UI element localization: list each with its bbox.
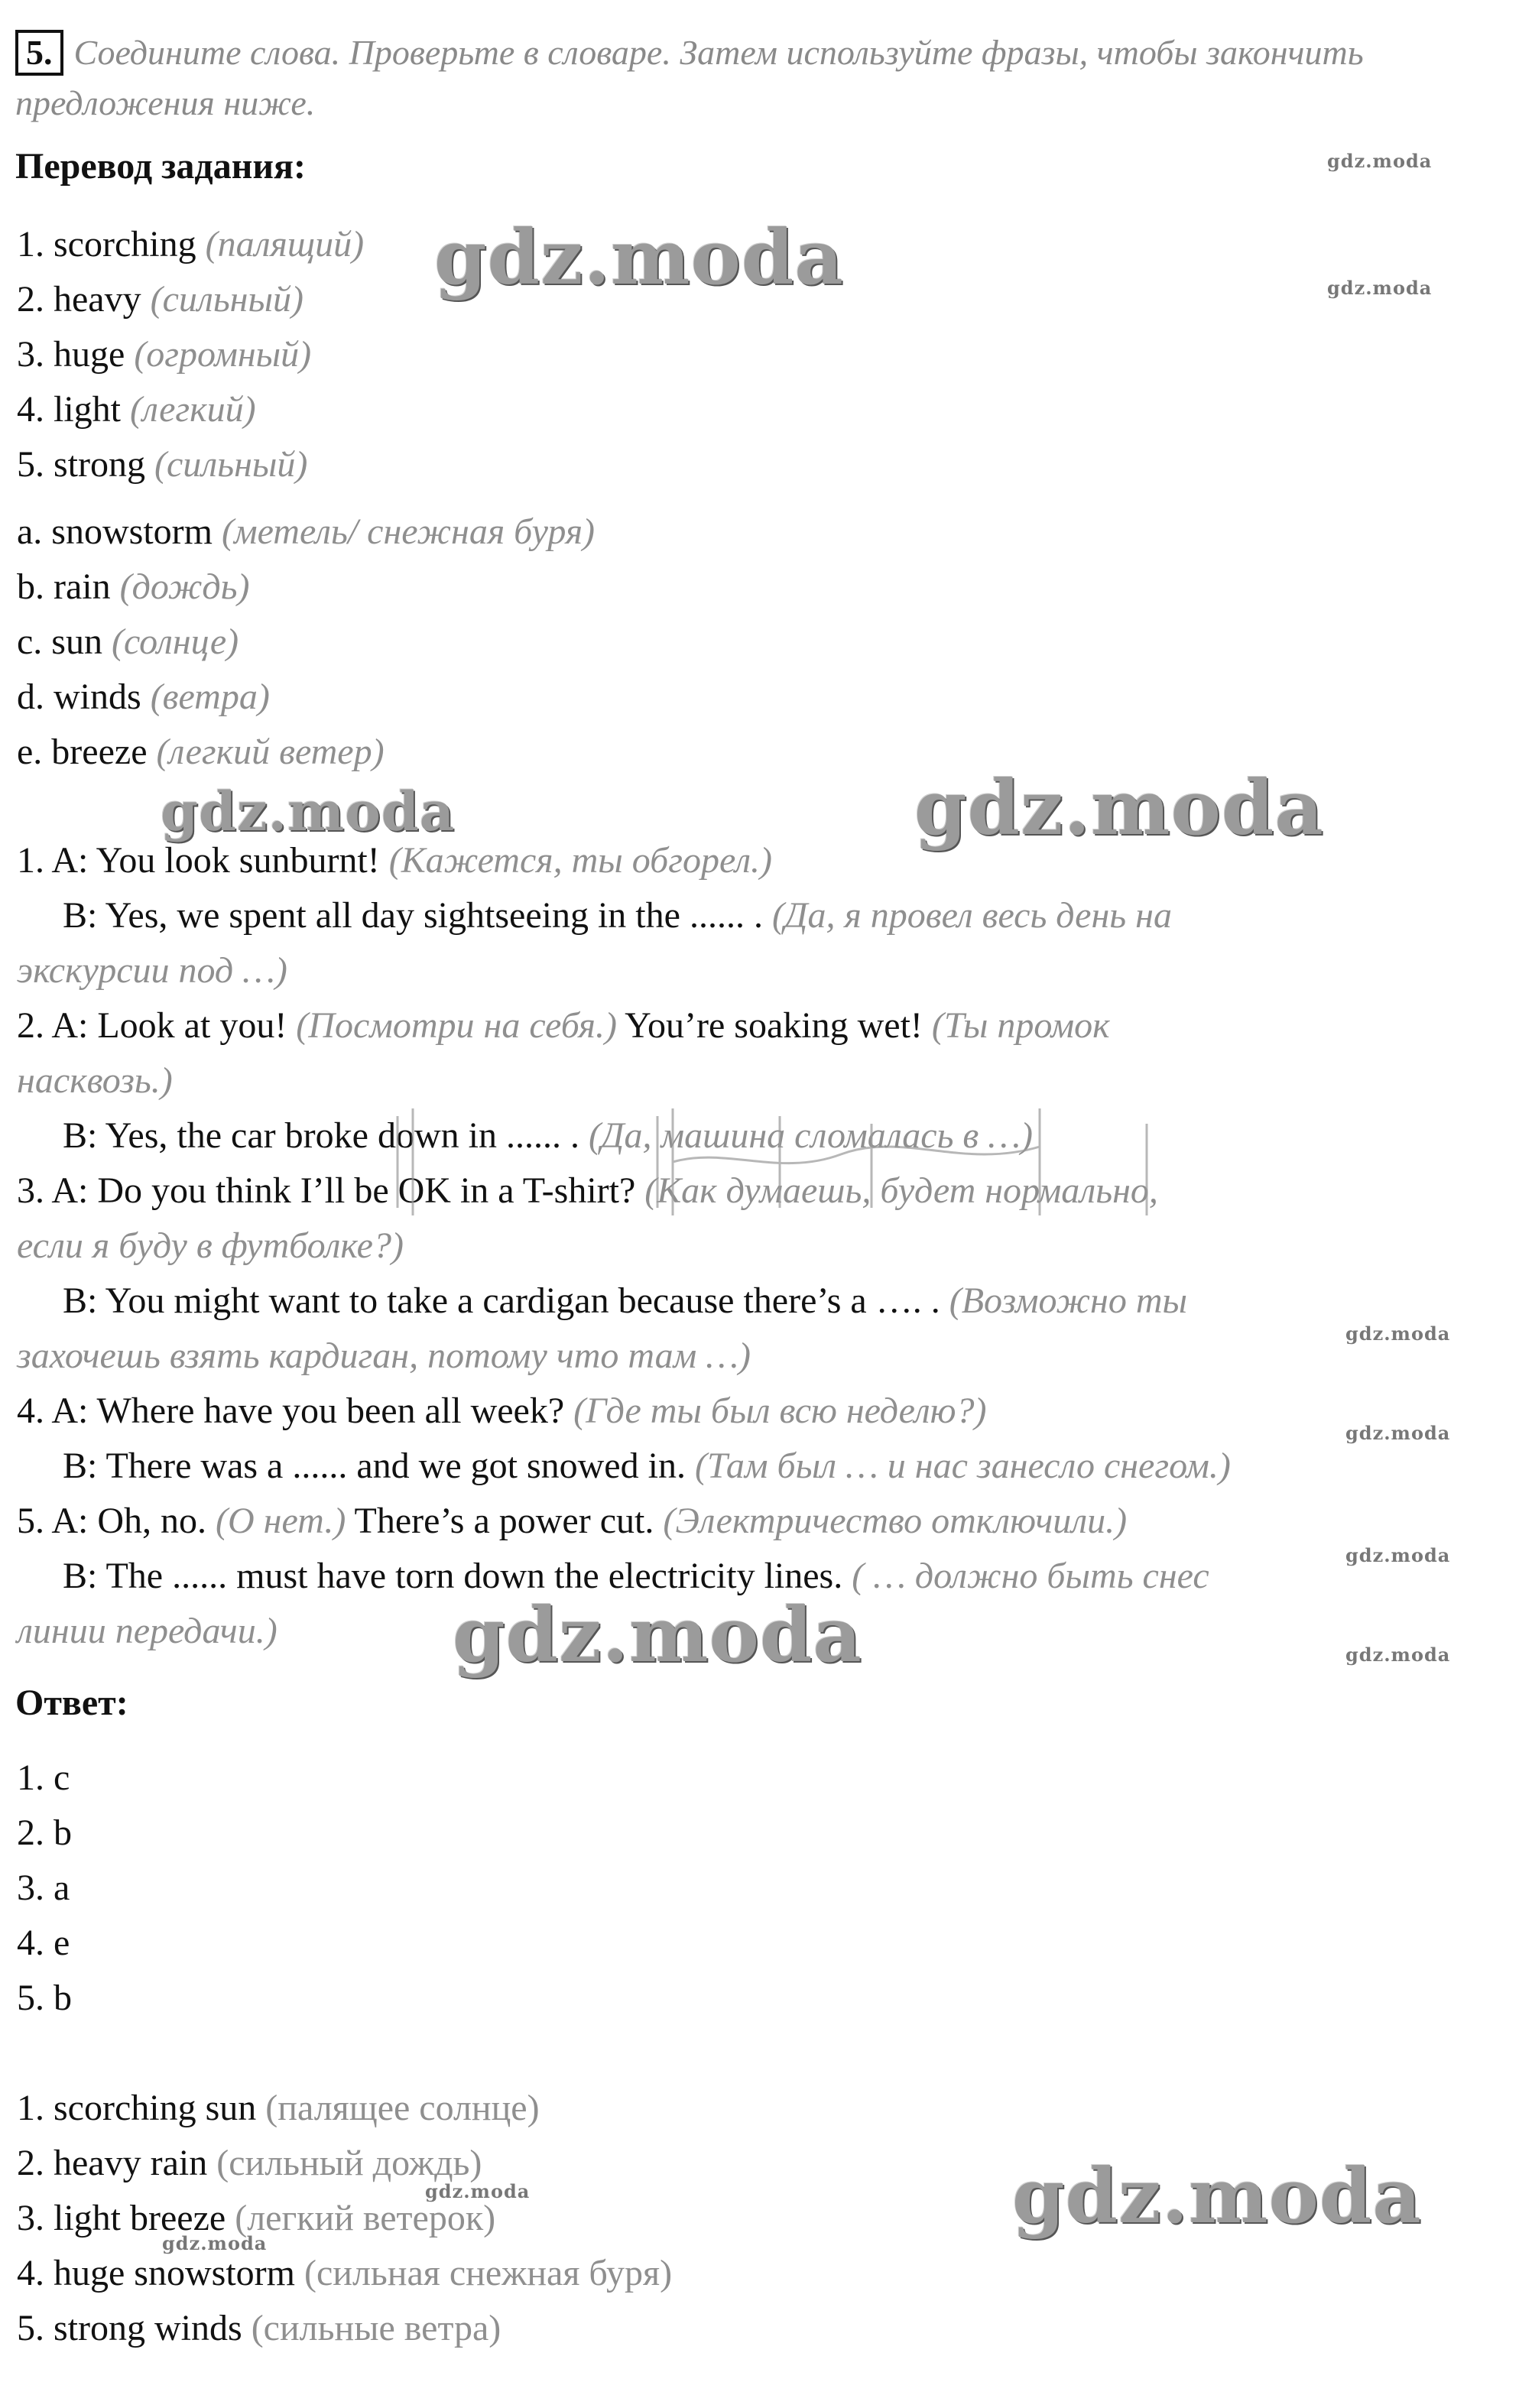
- watermark: gdz.moda: [425, 2180, 531, 2202]
- task-text: Соедините слова. Проверьте в словаре. Затем используйте фразы, чтобы закончить предложения ниже.: [15, 33, 1364, 122]
- dialogue-line: 3. A: Do you think I’ll be OK in a T-shirt? (Как думаешь, будет нормально,: [17, 1170, 1158, 1211]
- dialogue-line: 2. A: Look at you! (Посмотри на себя.) You’re soaking wet! (Ты промок: [17, 1005, 1110, 1046]
- watermark: gdz.moda: [161, 780, 456, 843]
- phrase-item: 2. heavy rain (сильный дождь): [17, 2143, 482, 2183]
- list-item: 3. huge (огромный): [17, 334, 312, 375]
- watermark: gdz.moda: [1345, 1544, 1451, 1566]
- phrase-item: 1. scorching sun (палящее солнце): [17, 2088, 540, 2128]
- watermark: gdz.moda: [162, 2232, 268, 2254]
- watermark: gdz.moda: [1345, 1322, 1451, 1345]
- answer-title: Ответ:: [15, 1683, 128, 1723]
- watermark: gdz.moda: [1327, 277, 1433, 299]
- phrase-item: 3. light breeze (легкий ветерок): [17, 2198, 496, 2238]
- list-item: 4. light (легкий): [17, 389, 256, 430]
- watermark: gdz.moda: [1345, 1644, 1451, 1666]
- dialogue-line: насквозь.): [17, 1060, 173, 1101]
- dialogue-line: 5. A: Oh, no. (О нет.) There’s a power cut. (Электричество отключили.): [17, 1501, 1128, 1541]
- dialogue-line: 4. A: Where have you been all week? (Где ты был всю неделю?): [17, 1391, 987, 1431]
- dialogue-line: 1. A: You look sunburnt! (Кажется, ты обгорел.): [17, 840, 773, 881]
- dialogue-line: если я буду в футболке?): [17, 1225, 404, 1266]
- answer-item: 1. c: [17, 1757, 70, 1798]
- watermark: gdz.moda: [914, 764, 1324, 852]
- list-item: c. sun (солнце): [17, 621, 239, 662]
- list-item: a. snowstorm (метель/ снежная буря): [17, 511, 595, 552]
- answer-item: 3. a: [17, 1868, 70, 1908]
- answer-item: 4. e: [17, 1923, 70, 1963]
- dialogue-line: захочешь взять кардиган, потому что там …): [17, 1335, 751, 1376]
- phrase-item: 5. strong winds (сильные ветра): [17, 2308, 501, 2348]
- dialogue-line: линии передачи.): [17, 1611, 278, 1651]
- dialogue-line: B: Yes, the car broke down in ...... . (Да, машина сломалась в …): [63, 1115, 1033, 1156]
- list-item: e. breeze (легкий ветер): [17, 732, 385, 772]
- list-item: 2. heavy (сильный): [17, 279, 303, 320]
- list-item: 1. scorching (палящий): [17, 224, 365, 264]
- watermark: gdz.moda: [1012, 2153, 1422, 2241]
- watermark: gdz.moda: [434, 214, 844, 302]
- list-item: d. winds (ветра): [17, 677, 270, 717]
- answer-item: 5. b: [17, 1978, 72, 2018]
- watermark: gdz.moda: [1327, 150, 1433, 172]
- dialogue-line: B: There was a ...... and we got snowed in. (Там был … и нас занесло снегом.): [63, 1446, 1231, 1486]
- dialogue-line: экскурсии под …): [17, 950, 287, 991]
- task-header: [15, 28, 1491, 128]
- watermark: gdz.moda: [453, 1592, 862, 1679]
- answer-item: 2. b: [17, 1812, 72, 1853]
- watermark: gdz.moda: [1345, 1422, 1451, 1444]
- exercise-number: 5.: [15, 30, 63, 76]
- phrase-item: 4. huge snowstorm (сильная снежная буря): [17, 2253, 673, 2293]
- dialogue-line: B: You might want to take a cardigan because there’s a …. . (Возможно ты: [63, 1280, 1187, 1321]
- dialogue-line: B: The ...... must have torn down the electricity lines. ( … должно быть снес: [63, 1556, 1209, 1596]
- list-item: 5. strong (сильный): [17, 444, 308, 485]
- list-item: b. rain (дождь): [17, 566, 250, 607]
- dialogue-line: B: Yes, we spent all day sightseeing in the ...... . (Да, я провел весь день на: [63, 895, 1172, 936]
- translation-title: Перевод задания:: [15, 146, 306, 187]
